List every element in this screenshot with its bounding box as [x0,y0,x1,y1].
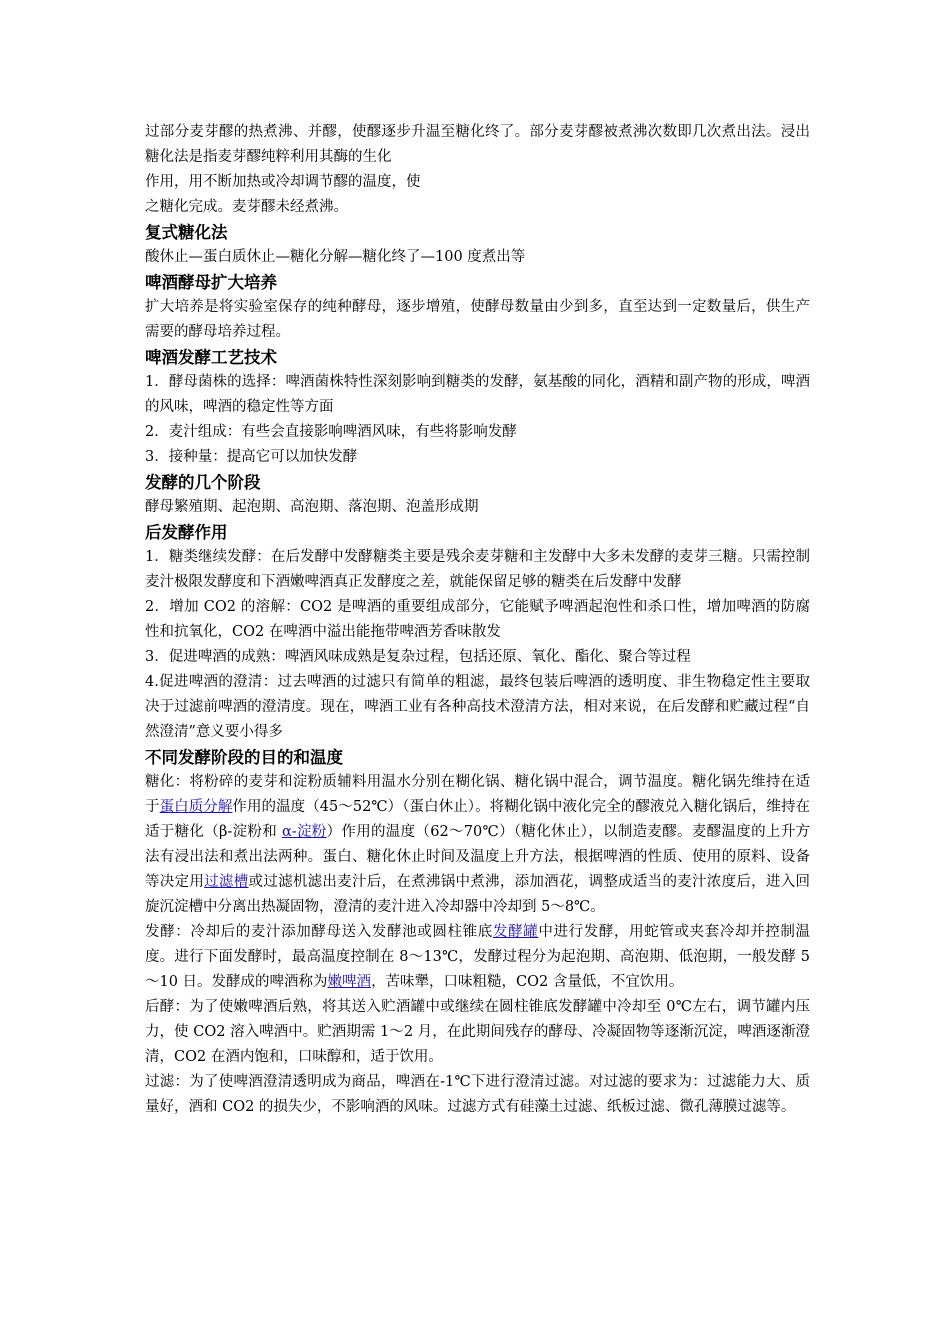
saccharification-text-4: 或过滤机滤出麦汁后，在煮沸锅中煮沸，添加酒花，调整成适当的麦汁浓度后，进入回旋沉淀槽中分离出热凝固物，澄清的麦汁进入冷却器中冷却到 5～8℃。 [145,874,811,915]
post-item-1: 1．糖类继续发酵：在后发酵中发酵糖类主要是残余麦芽糖和主发酵中大多未发酵的麦芽三糖。只需控制麦汁极限发酵度和下酒嫩啤酒真正发酵度之差，就能保留足够的糖类在后发酵中发酵 [145,549,810,590]
filtration-paragraph: 过滤：为了使啤酒澄清透明成为商品，啤酒在-1℃下进行澄清过滤。对过滤的要求为：过滤能力大、质量好，酒和 CO2 的损失少，不影响酒的风味。过滤方式有硅藻土过滤、纸板过滤、微孔薄膜过滤等。 [145,1074,810,1115]
protein-decomposition-link[interactable]: 蛋白质分解 [159,799,233,815]
intro-paragraph-1: 过部分麦芽醪的热煮沸、并醪，使醪逐步升温至糖化终了。部分麦芽醪被煮沸次数即几次煮出法。浸出糖化法是指麦芽醪纯粹利用其酶的生化 [145,124,810,165]
heading-compound-saccharification: 复式糖化法 [145,223,228,242]
tech-item-3: 3．接种量：提高它可以加快发酵 [145,449,358,465]
saccharification-paragraph [145,770,810,920]
fermentation-stages-text: 酵母繁殖期、起泡期、高泡期、落泡期、泡盖形成期 [145,499,479,515]
fermentation-text-2: 中进行发酵，用蛇管或夹套冷却并控制温度。进行下面发酵时，最高温度控制在 8～13℃，发酵过程分为起泡期、高泡期、低泡期，一般发酵 5～10 日。发酵成的啤酒称为 [145,924,811,990]
intro-paragraph-2: 作用，用不断加热或冷却调节醪的温度，使 [145,174,421,190]
heading-yeast-culture: 啤酒酵母扩大培养 [145,273,277,292]
fermentation-text-1: 发酵：冷却后的麦汁添加酵母送入发酵池或圆柱锥底 [145,924,493,940]
tech-item-2: 2．麦汁组成：有些会直接影响啤酒风味，有些将影响发酵 [145,424,517,440]
tech-item-1: 1．酵母菌株的选择：啤酒菌株特性深刻影响到糖类的发酵，氨基酸的同化，酒精和副产物的形成，啤酒的风味，啤酒的稳定性等方面 [145,374,810,415]
post-item-2: 2．增加 CO2 的溶解：CO2 是啤酒的重要组成部分，它能赋予啤酒起泡性和杀口性，增加啤酒的防腐性和抗氧化，CO2 在啤酒中溢出能拖带啤酒芳香味散发 [145,599,810,640]
compound-saccharification-text: 酸休止—蛋白质休止—糖化分解—糖化终了—100 度煮出等 [145,249,526,265]
fermentation-text-3: ，苦味犟，口味粗糙，CO2 含量低，不宜饮用。 [371,974,684,990]
green-beer-link[interactable]: 嫩啤酒 [327,974,372,990]
yeast-culture-text: 扩大培养是将实验室保存的纯种酵母，逐步增殖，使酵母数量由少到多，直至达到一定数量后，供生产需要的酵母培养过程。 [145,299,810,340]
fermentation-paragraph [145,920,810,995]
heading-fermentation-stages: 发酵的几个阶段 [145,473,261,492]
post-fermentation-paragraph: 后酵：为了使嫩啤酒后熟，将其送入贮酒罐中或继续在圆柱锥底发酵罐中冷却至 0℃左右，调节罐内压力，使 CO2 溶入啤酒中。贮酒期需 1～2 月，在此期间残存的酵母、冷凝固物等逐渐沉淀，啤酒逐渐澄清，CO2 在酒内饱和，口味醇和，适于饮用。 [145,999,810,1065]
document-page [145,120,810,1120]
fermentation-tank-link[interactable]: 发酵罐 [492,924,539,940]
saccharification-text-2: 作用的温度（45～52℃）（蛋白休止）。将糊化锅中液化完全的醪液兑入糖化锅后，维持在适于糖化（β-淀粉和 [145,799,811,840]
heading-post-fermentation: 后发酵作用 [145,523,228,542]
heading-fermentation-technology: 啤酒发酵工艺技术 [145,348,277,367]
saccharification-text-1: 糖化：将粉碎的麦芽和淀粉质辅料用温水分别在糊化锅、糖化锅中混合，调节温度。糖化锅先维持在适于 [145,774,810,815]
post-item-3: 3．促进啤酒的成熟：啤酒风味成熟是复杂过程，包括还原、氧化、酯化、聚合等过程 [145,649,691,665]
lauter-tun-link[interactable]: 过滤槽 [204,874,249,890]
saccharification-text-3: ）作用的温度（62～70℃）（糖化休止），以制造麦醪。麦醪温度的上升方法有浸出法和煮出法两种。蛋白、糖化休止时间及温度上升方法，根据啤酒的性质、使用的原料、设备等决定用 [145,824,810,890]
intro-paragraph-3: 之糖化完成。麦芽醪未经煮沸。 [145,199,348,215]
post-item-4: 4.促进啤酒的澄清：过去啤酒的过滤只有简单的粗滤，最终包装后啤酒的透明度、非生物稳定性主要取决于过滤前啤酒的澄清度。现在，啤酒工业有各种高技术澄清方法，相对来说，在后发酵和贮藏过程“自然澄清”意义要小得多 [145,674,810,740]
heading-stage-purpose-temperature: 不同发酵阶段的目的和温度 [145,748,343,767]
alpha-starch-link[interactable]: α-淀粉 [281,824,327,840]
